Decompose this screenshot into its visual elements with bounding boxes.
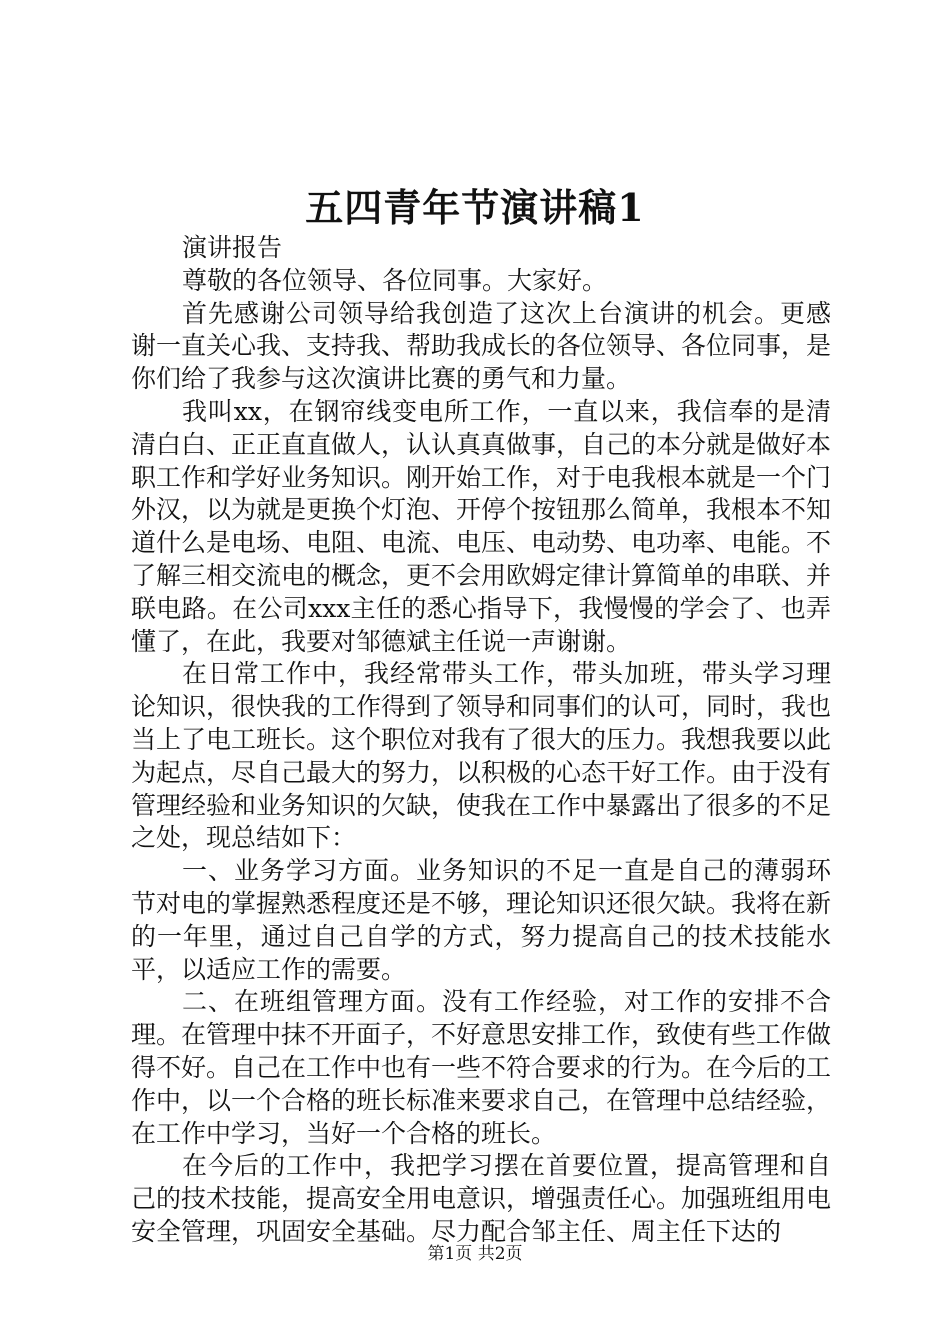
paragraph-greeting: 尊敬的各位领导、各位同事。大家好。	[182, 265, 608, 295]
document-body	[131, 232, 831, 1249]
page-number-footer: 第1页 共2页	[427, 1244, 523, 1264]
paragraph-daily-work: 在日常工作中，我经常带头工作，带头加班，带头学习理论知识，很快我的工作得到了领导和同事们的认可，同时，我也当上了电工班长。这个职位对我有了很大的压力。我想我要以此为起点，尽自己最大的努力，以积极的心态干好工作。由于没有管理经验和业务知识的欠缺，使我在工作中暴露出了很多的不足之处，现总结如下：	[131, 659, 832, 853]
document-title: 五四青年节演讲稿1	[305, 185, 645, 230]
paragraph-future-work: 在今后的工作中，我把学习摆在首要位置，提高管理和自己的技术技能，提高安全用电意识，增强责任心。加强班组用电安全管理，巩固安全基础。尽力配合邹主任、周主任下达的	[131, 1151, 832, 1246]
paragraph-thanks: 首先感谢公司领导给我创造了这次上台演讲的机会。更感谢一直关心我、支持我、帮助我成长的各位领导、各位同事，是你们给了我参与这次演讲比赛的勇气和力量。	[131, 298, 832, 394]
paragraph-introduction: 我叫xx，在钢帘线变电所工作，一直以来，我信奉的是清清白白、正正直直做人，认认真真做事，自己的本分就是做好本职工作和学好业务知识。刚开始工作，对于电我根本就是一个门外汉，以为就是更换个灯泡、开停个按钮那么简单，我根本不知道什么是电场、电阻、电流、电压、电动势、电功率、电能。不了解三相交流电的概念，更不会用欧姆定律计算简单的串联、并联电路。在公司xxx主任的悉心指导下，我慢慢的学会了、也弄懂了，在此，我要对邹德斌主任说一声谢谢。	[131, 396, 832, 656]
paragraph-business-study: 一、业务学习方面。业务知识的不足一直是自己的薄弱环节对电的掌握熟悉程度还是不够，理论知识还很欠缺。我将在新的一年里，通过自己自学的方式，努力提高自己的技术技能水平，以适应工作的需要。	[131, 856, 832, 984]
paragraph-team-management: 二、在班组管理方面。没有工作经验，对工作的安排不合理。在管理中抹不开面子，不好意思安排工作，致使有些工作做得不好。自己在工作中也有一些不符合要求的行为。在今后的工作中，以一个合格的班长标准来要求自己，在管理中总结经验，在工作中学习，当好一个合格的班长。	[131, 987, 832, 1148]
paragraph-report-label: 演讲报告	[182, 233, 283, 262]
